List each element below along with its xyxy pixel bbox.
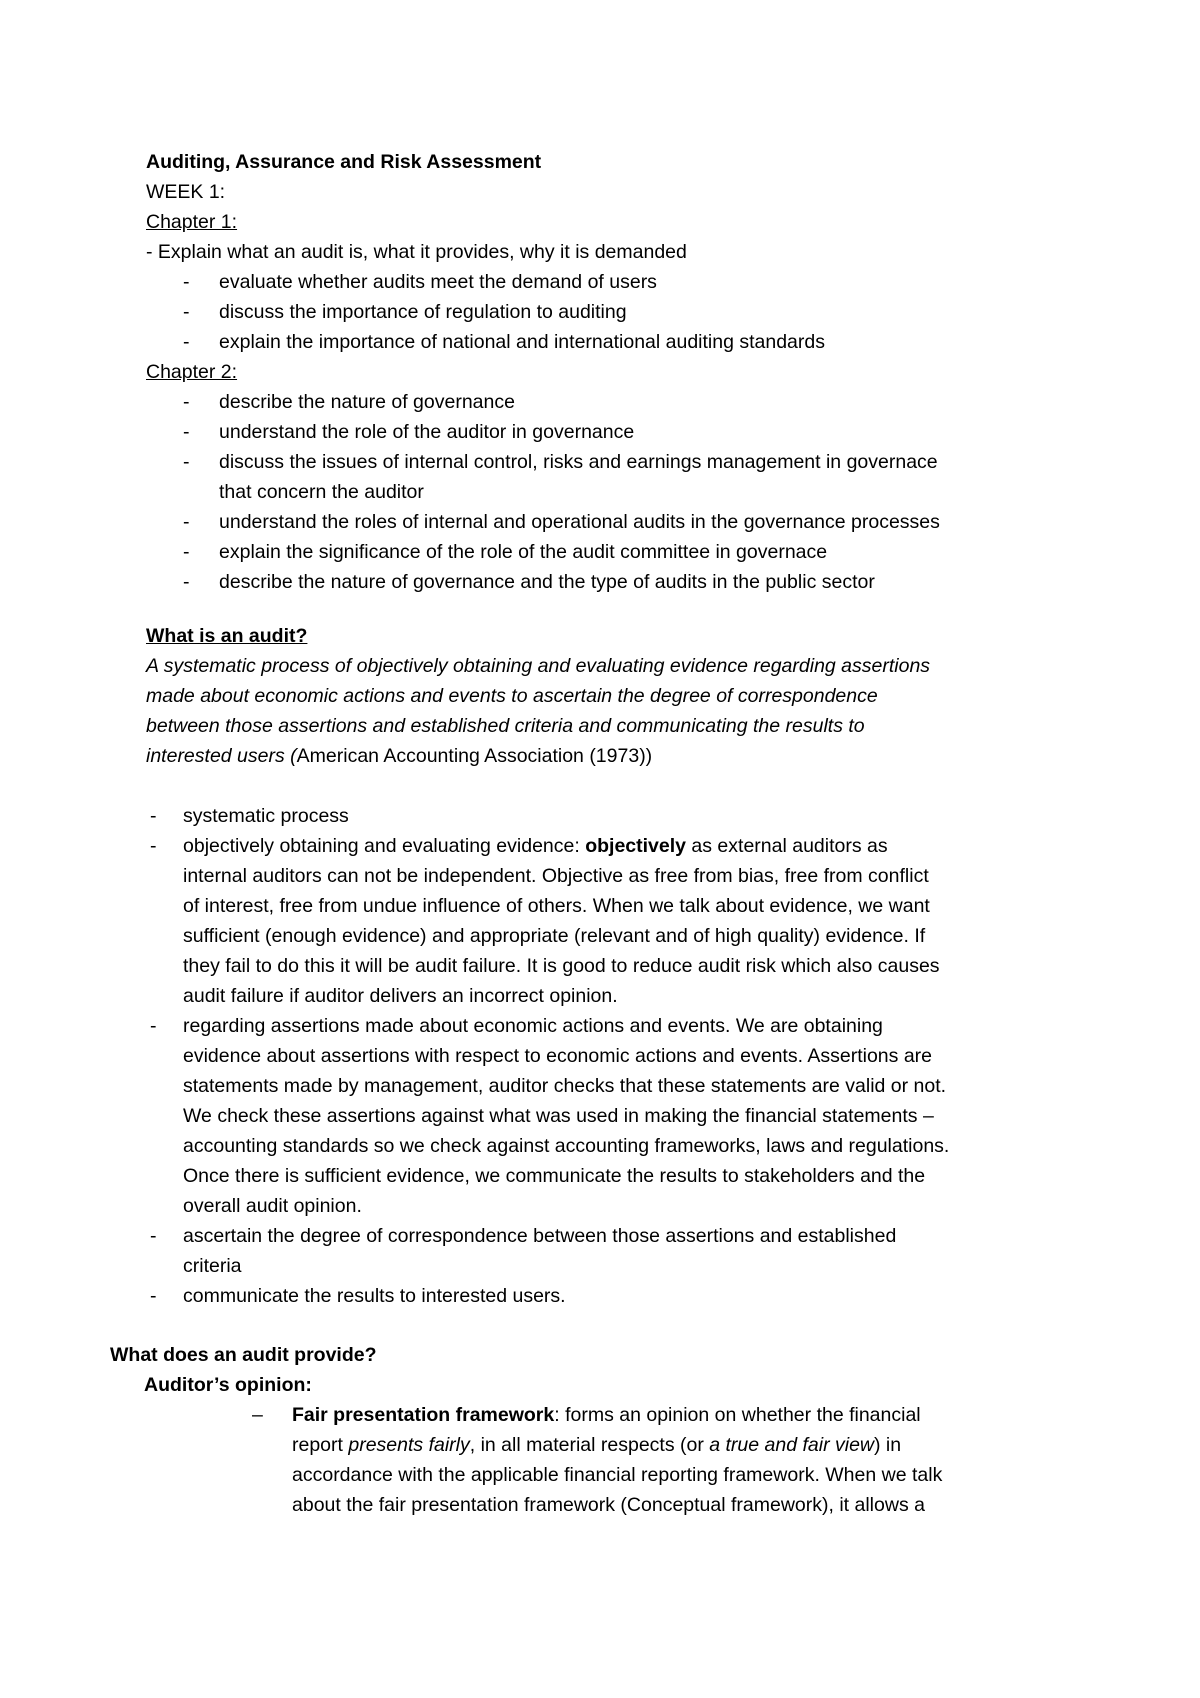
list-item-continuation: internal auditors can not be independent. Objective as free from bias, free from conflict xyxy=(183,865,929,887)
list-item-continuation: accounting standards so we check against accounting frameworks, laws and regulations. xyxy=(183,1135,950,1157)
audit-definition-line: interested users (American Accounting Association (1973)) xyxy=(146,745,653,767)
list-item-continuation: audit failure if auditor delivers an incorrect opinion. xyxy=(183,985,618,1007)
provide-heading: What does an audit provide? xyxy=(110,1344,377,1366)
chapter-2-heading: Chapter 2: xyxy=(146,361,238,383)
chapter-1-intro: - Explain what an audit is, what it provides, why it is demanded xyxy=(146,241,687,263)
document-title: Auditing, Assurance and Risk Assessment xyxy=(146,151,542,173)
list-item: - ascertain the degree of correspondence between those assertions and established xyxy=(150,1225,897,1247)
audit-heading: What is an audit? xyxy=(146,625,308,647)
list-item: - discuss the importance of regulation to auditing xyxy=(183,301,627,323)
document-header xyxy=(0,147,1200,597)
citation: American Accounting Association (1973)) xyxy=(296,745,653,767)
audit-definition-line: A systematic process of objectively obtaining and evaluating evidence regarding assertions xyxy=(146,655,931,677)
list-item-continuation: statements made by management, auditor checks that these statements are valid or not. xyxy=(183,1075,947,1097)
list-item-continuation: they fail to do this it will be audit failure. It is good to reduce audit risk which also causes xyxy=(183,955,940,977)
list-item: – Fair presentation framework: forms an opinion on whether the financial xyxy=(252,1404,921,1426)
week-label: WEEK 1: xyxy=(146,181,226,203)
list-item-continuation: We check these assertions against what was used in making the financial statements – xyxy=(183,1105,934,1127)
audit-points xyxy=(0,801,1200,1311)
provide-section xyxy=(0,1340,1200,1520)
list-item: - systematic process xyxy=(150,805,349,827)
audit-definition-line: made about economic actions and events to ascertain the degree of correspondence xyxy=(146,685,878,707)
provide-subheading: Auditor’s opinion: xyxy=(144,1374,312,1396)
list-item: - understand the roles of internal and operational audits in the governance processes xyxy=(183,511,940,533)
list-item-continuation: of interest, free from undue influence of others. When we talk about evidence, we want xyxy=(183,895,930,917)
list-item: - evaluate whether audits meet the demand of users xyxy=(183,271,657,293)
list-item-continuation: accordance with the applicable financial reporting framework. When we talk xyxy=(292,1464,943,1486)
list-item: - discuss the issues of internal control, risks and earnings management in governace xyxy=(183,451,938,473)
list-item-continuation: overall audit opinion. xyxy=(183,1195,362,1217)
list-item-continuation: report presents fairly, in all material respects (or a true and fair view) in xyxy=(292,1434,902,1456)
audit-definition-line: between those assertions and established criteria and communicating the results to xyxy=(146,715,865,737)
list-item: - understand the role of the auditor in governance xyxy=(183,421,635,443)
list-item-continuation: about the fair presentation framework (Conceptual framework), it allows a xyxy=(292,1494,925,1516)
list-item-continuation: criteria xyxy=(183,1255,242,1277)
list-item-continuation: evidence about assertions with respect to economic actions and events. Assertions are xyxy=(183,1045,932,1067)
chapter-1-heading: Chapter 1: xyxy=(146,211,238,233)
list-item-continuation: sufficient (enough evidence) and appropriate (relevant and of high quality) evidence. If xyxy=(183,925,926,947)
list-item: - explain the importance of national and international auditing standards xyxy=(183,331,825,353)
list-item: - communicate the results to interested users. xyxy=(150,1285,566,1307)
list-item: - describe the nature of governance and the type of audits in the public sector xyxy=(183,571,875,593)
list-item-continuation: that concern the auditor xyxy=(219,481,424,503)
audit-section xyxy=(0,621,1200,771)
list-item: - describe the nature of governance xyxy=(183,391,515,413)
list-item-continuation: Once there is sufficient evidence, we communicate the results to stakeholders and the xyxy=(183,1165,926,1187)
list-item: - explain the significance of the role of the audit committee in governace xyxy=(183,541,828,563)
list-item: - objectively obtaining and evaluating evidence: objectively as external auditors as xyxy=(150,835,888,857)
list-item: - regarding assertions made about economic actions and events. We are obtaining xyxy=(150,1015,883,1037)
